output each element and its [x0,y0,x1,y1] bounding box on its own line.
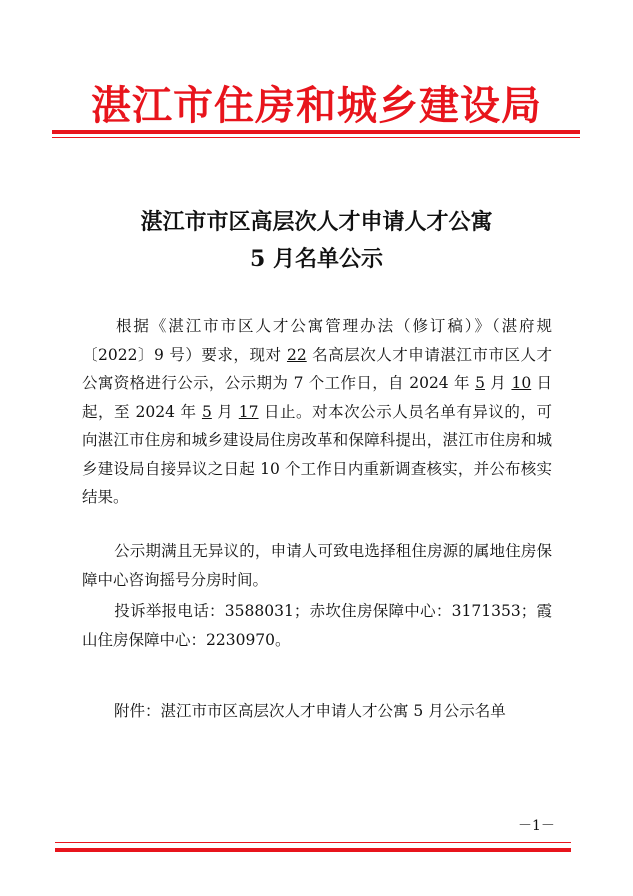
applicant-count: 22 [286,345,307,364]
document-title-line2: 5 月名单公示 [250,246,383,272]
page-number: －1－ [518,818,555,834]
start-day: 10 [511,374,532,392]
agency-header-title: 湛江市住房和城乡建设局 [91,82,542,129]
paragraph-2: 公示期满且无异议的，申请人可致电选择租住房源的属地住房保障中心咨询摇号分房时间。 [82,542,552,589]
header-rule-thick [52,130,580,134]
paragraph-1: 根据《湛江市市区人才公寓管理办法（修订稿）》（湛府规〔2022〕9 号）要求，现对 22 名高层次人才申请湛江市市区人才公寓资格进行公示，公示期为 7 个工作日，自 2024 年 5 月 10 日起，至 2024 年 5 月 17 日止。对本次公示人员名单有异议的，可向湛江市住房和城乡建设局住房改革和保障科提出，湛江市住房和城乡建设局自接异议之日起 10 个工作日内重新调查核实，并公布核实结果。 [82,317,552,506]
header-rule-thin [52,137,580,138]
start-month: 5 [475,374,485,392]
footer-rule-thin [55,842,571,843]
paragraph-3: 投诉举报电话：3588031；赤坎住房保障中心：3171353；霞山住房保障中心：2230970。 [82,602,552,649]
attachment-line: 附件：湛江市市区高层次人才申请人才公寓 5 月公示名单 [114,702,506,720]
document-title-line1: 湛江市市区高层次人才申请人才公寓 [140,209,493,235]
footer-rule-thick [55,848,571,852]
end-month: 5 [201,402,212,421]
end-day: 17 [238,402,259,421]
